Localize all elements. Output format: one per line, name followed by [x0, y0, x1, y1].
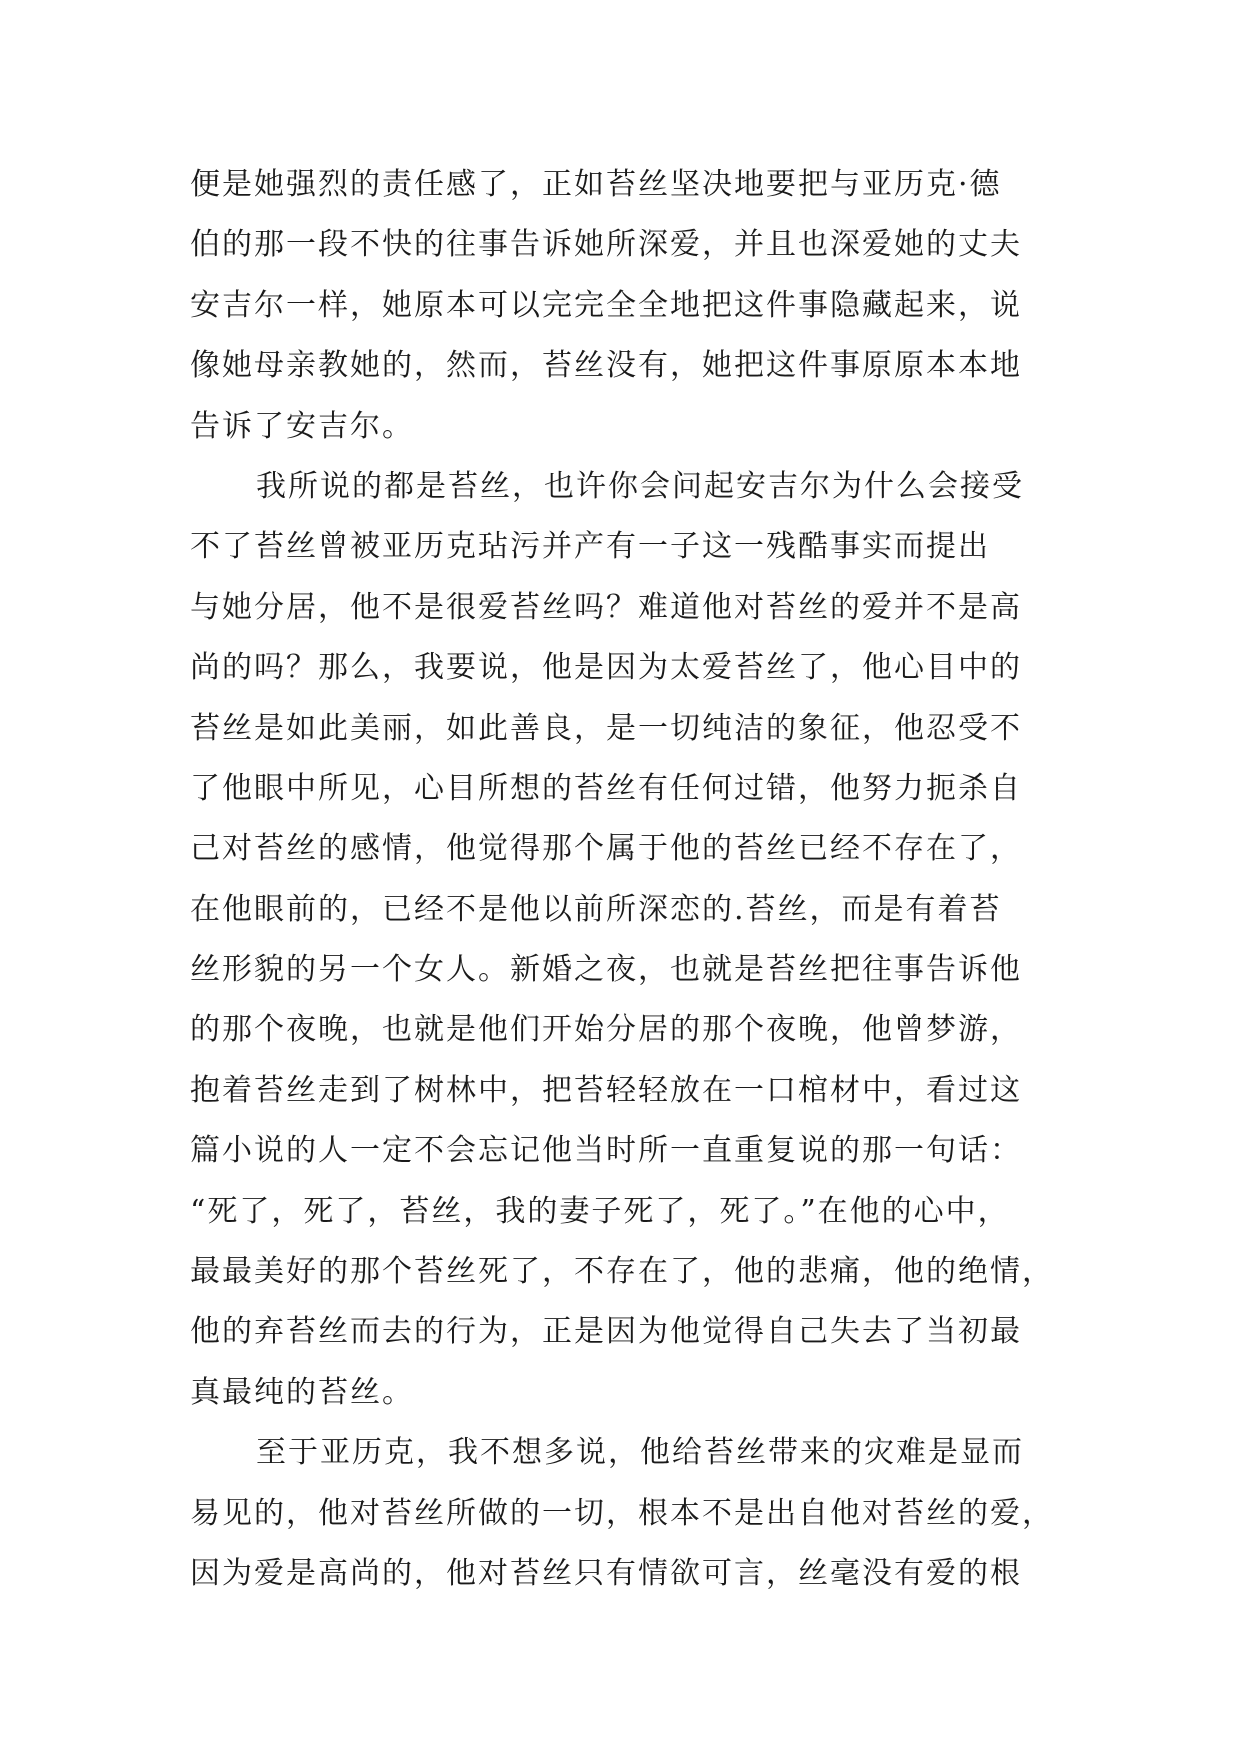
text-line: 了他眼中所见，心目所想的苔丝有任何过错，他努力扼杀自	[190, 770, 1022, 806]
text-line: 安吉尔一样，她原本可以完完全全地把这件事隐藏起来，说	[190, 287, 1022, 323]
text-line: 与她分居，他不是很爱苔丝吗？难道他对苔丝的爱并不是高	[190, 589, 1022, 625]
text-line: 便是她强烈的责任感了，正如苔丝坚决地要把与亚历克·德	[190, 167, 1002, 202]
text-line: 篇小说的人一定不会忘记他当时所一直重复说的那一句话：	[190, 1133, 1022, 1169]
text-line: 像她母亲教她的，然而，苔丝没有，她把这件事原原本本地	[190, 348, 1022, 384]
text-line: 在他眼前的，已经不是他以前所深恋的.苔丝，而是有着苔	[190, 891, 1002, 927]
text-line: 因为爱是高尚的，他对苔丝只有情欲可言，丝毫没有爱的根	[190, 1555, 1022, 1591]
text-line: 伯的那一段不快的往事告诉她所深爱，并且也深爱她的丈夫	[190, 227, 1022, 263]
text-line: 告诉了安吉尔。	[190, 408, 414, 444]
paragraph-first-line: 我所说的都是苔丝，也许你会问起安吉尔为什么会接受	[256, 468, 1024, 504]
text-line: 的那个夜晚，也就是他们开始分居的那个夜晚，他曾梦游，	[190, 1012, 1022, 1048]
paragraph-first-line: 至于亚历克，我不想多说，他给苔丝带来的灾难是显而	[256, 1435, 1024, 1471]
text-line: 尚的吗？那么，我要说，他是因为太爱苔丝了，他心目中的	[190, 650, 1022, 686]
text-line: 他的弃苔丝而去的行为，正是因为他觉得自己失去了当初最	[190, 1314, 1022, 1350]
text-line: 不了苔丝曾被亚历克玷污并产有一子这一残酷事实而提出	[190, 529, 990, 565]
text-line: 苔丝是如此美丽，如此善良，是一切纯洁的象征，他忍受不	[190, 710, 1022, 746]
text-line: 己对苔丝的感情，他觉得那个属于他的苔丝已经不存在了，	[190, 831, 1022, 867]
text-line: 最最美好的那个苔丝死了，不存在了，他的悲痛，他的绝情，	[190, 1254, 1054, 1290]
text-line: 抱着苔丝走到了树林中，把苔轻轻放在一口棺材中，看过这	[190, 1072, 1022, 1108]
text-line: “死了，死了，苔丝，我的妻子死了，死了。”在他的心中，	[190, 1193, 1010, 1229]
text-line: 丝形貌的另一个女人。新婚之夜，也就是苔丝把往事告诉他	[190, 952, 1022, 988]
body-text	[190, 155, 1054, 1604]
text-line: 真最纯的苔丝。	[190, 1374, 414, 1410]
text-line: 易见的，他对苔丝所做的一切，根本不是出自他对苔丝的爱，	[190, 1495, 1054, 1531]
